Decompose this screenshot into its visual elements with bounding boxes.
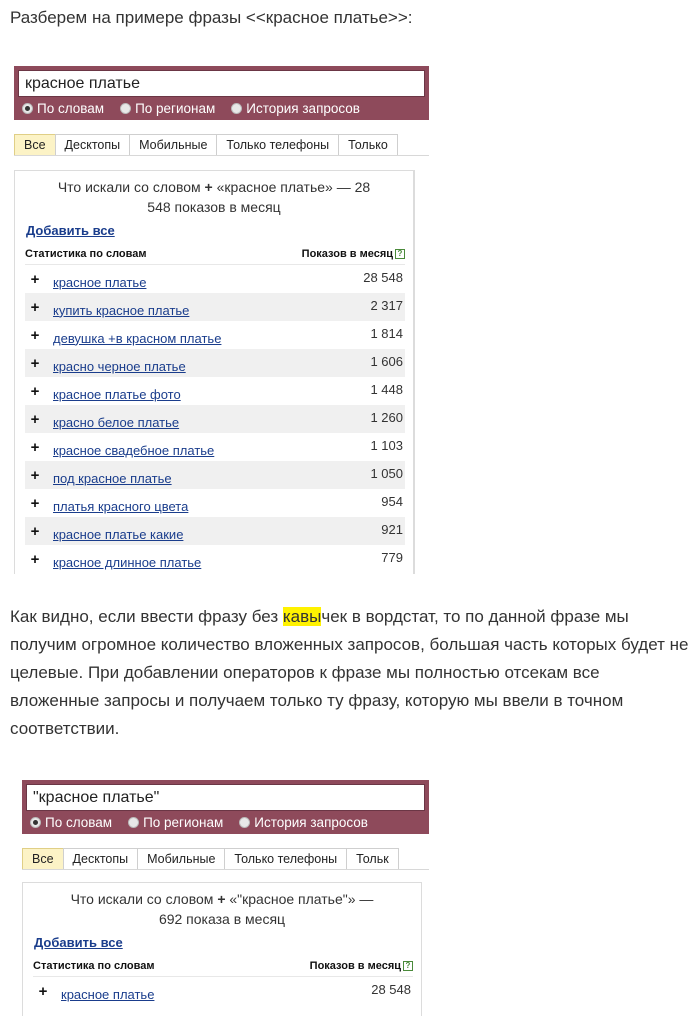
radio-by-words[interactable]: По словам xyxy=(22,101,104,116)
radio-by-regions[interactable]: По регионам xyxy=(120,101,215,116)
radio-dot-icon xyxy=(231,103,242,114)
table-row xyxy=(25,433,405,461)
impressions-count: 1 606 xyxy=(370,353,403,369)
table-row xyxy=(25,377,405,405)
radio-history[interactable]: История запросов xyxy=(231,101,360,116)
radio-dot-icon xyxy=(120,103,131,114)
search-input[interactable] xyxy=(18,70,425,97)
radio-by-words[interactable]: По словам xyxy=(30,815,112,830)
add-all-link[interactable]: Добавить все xyxy=(34,935,123,950)
impressions-count: 779 xyxy=(381,549,403,565)
explanation-paragraph: Как видно, если ввести фразу без кавычек в вордстат, то по данной фразе мы получим огромное количество вложенных запросов, большая часть которых будет не целевые. При добавлении операторов к фразе мы полностью отсекам все вложенные запросы и получаем только ту фразу, которую мы ввели в точном соответствии. xyxy=(10,607,689,738)
phrase-link[interactable]: красное платье какие xyxy=(53,526,184,542)
search-block xyxy=(22,780,429,834)
add-phrase-icon[interactable]: + xyxy=(30,326,40,344)
impressions-count: 28 548 xyxy=(371,981,411,997)
tab-tablets-only[interactable]: Только xyxy=(338,134,398,155)
impressions-count: 28 548 xyxy=(363,269,403,285)
add-phrase-icon[interactable]: + xyxy=(30,494,40,512)
table-header xyxy=(33,960,413,977)
impressions-count: 2 317 xyxy=(370,297,403,313)
help-icon[interactable]: ? xyxy=(403,961,413,971)
wordstat-screenshot-2 xyxy=(22,780,429,1016)
device-tabs xyxy=(14,134,429,156)
impressions-count: 1 103 xyxy=(370,437,403,453)
mode-radio-group xyxy=(18,97,425,120)
table-row xyxy=(25,293,405,321)
table-row xyxy=(25,321,405,349)
radio-dot-icon xyxy=(22,103,33,114)
impressions-count: 954 xyxy=(381,493,403,509)
col-count-header: Показов в месяц ? xyxy=(302,248,405,260)
add-phrase-icon[interactable]: + xyxy=(30,550,40,568)
table-row xyxy=(25,265,405,293)
search-input[interactable] xyxy=(26,784,425,811)
table-row xyxy=(25,489,405,517)
table-row xyxy=(25,461,405,489)
plus-icon: + xyxy=(204,179,213,195)
table-row xyxy=(25,349,405,377)
tab-all[interactable]: Все xyxy=(14,134,56,155)
radio-history[interactable]: История запросов xyxy=(239,815,368,830)
impressions-count: 1 050 xyxy=(370,465,403,481)
add-all-link[interactable]: Добавить все xyxy=(26,223,115,238)
radio-dot-icon xyxy=(239,817,250,828)
intro-text: Разберем на примере фразы <<красное платье>>: xyxy=(10,8,413,27)
phrase-link[interactable]: красно белое платье xyxy=(53,414,180,430)
scrollbar[interactable] xyxy=(414,170,429,574)
table-header xyxy=(25,248,405,265)
device-tabs xyxy=(22,848,429,870)
stats-panel xyxy=(22,882,422,1016)
radio-dot-icon xyxy=(30,817,41,828)
add-phrase-icon[interactable]: + xyxy=(30,270,40,288)
tab-phones-only[interactable]: Только телефоны xyxy=(224,848,347,869)
radio-by-regions[interactable]: По регионам xyxy=(128,815,223,830)
search-block xyxy=(14,66,429,120)
highlighted-text: кавы xyxy=(282,607,322,626)
plus-icon: + xyxy=(217,891,226,907)
add-phrase-icon[interactable]: + xyxy=(30,410,40,428)
table-row xyxy=(25,545,405,573)
impressions-count: 1 814 xyxy=(370,325,403,341)
stats-panel xyxy=(14,170,414,574)
col-stats-header: Статистика по словам xyxy=(25,248,147,260)
tab-tablets-only[interactable]: Тольк xyxy=(346,848,399,869)
stats-rows xyxy=(33,977,413,1005)
help-icon[interactable]: ? xyxy=(395,249,405,259)
impressions-count: 921 xyxy=(381,521,403,537)
tab-phones-only[interactable]: Только телефоны xyxy=(216,134,339,155)
impressions-count: 1 260 xyxy=(370,409,403,425)
add-phrase-icon[interactable]: + xyxy=(30,466,40,484)
phrase-link[interactable]: красное длинное платье xyxy=(53,554,202,570)
table-row xyxy=(33,977,413,1005)
tab-mobile[interactable]: Мобильные xyxy=(129,134,217,155)
mode-radio-group xyxy=(26,811,425,834)
tab-mobile[interactable]: Мобильные xyxy=(137,848,225,869)
add-phrase-icon[interactable]: + xyxy=(30,354,40,372)
table-row xyxy=(25,517,405,545)
phrase-link[interactable]: платья красного цвета xyxy=(53,498,189,514)
phrase-link[interactable]: девушка +в красном платье xyxy=(53,330,222,346)
table-row xyxy=(25,405,405,433)
stats-rows xyxy=(25,265,405,573)
radio-dot-icon xyxy=(128,817,139,828)
summary-text: Что искали со словом + «"красное платье"» — 692 показа в месяц xyxy=(70,891,374,927)
phrase-link[interactable]: красное свадебное платье xyxy=(53,442,215,458)
add-phrase-icon[interactable]: + xyxy=(30,382,40,400)
phrase-link[interactable]: красное платье фото xyxy=(53,386,181,402)
phrase-link[interactable]: красное платье xyxy=(61,986,155,1002)
phrase-link[interactable]: красное платье xyxy=(53,274,147,290)
add-phrase-icon[interactable]: + xyxy=(30,298,40,316)
tab-desktops[interactable]: Десктопы xyxy=(63,848,139,869)
add-phrase-icon[interactable]: + xyxy=(30,438,40,456)
wordstat-screenshot-1 xyxy=(14,66,429,574)
add-phrase-icon[interactable]: + xyxy=(30,522,40,540)
phrase-link[interactable]: красно черное платье xyxy=(53,358,186,374)
tab-all[interactable]: Все xyxy=(22,848,64,869)
tab-desktops[interactable]: Десктопы xyxy=(55,134,131,155)
impressions-count: 1 448 xyxy=(370,381,403,397)
col-count-header: Показов в месяц ? xyxy=(310,960,413,972)
summary-text: Что искали со словом + «красное платье» — 28 548 показов в месяц xyxy=(57,179,371,215)
phrase-link[interactable]: под красное платье xyxy=(53,470,172,486)
add-phrase-icon[interactable]: + xyxy=(38,982,48,1000)
col-stats-header: Статистика по словам xyxy=(33,960,155,972)
phrase-link[interactable]: купить красное платье xyxy=(53,302,190,318)
